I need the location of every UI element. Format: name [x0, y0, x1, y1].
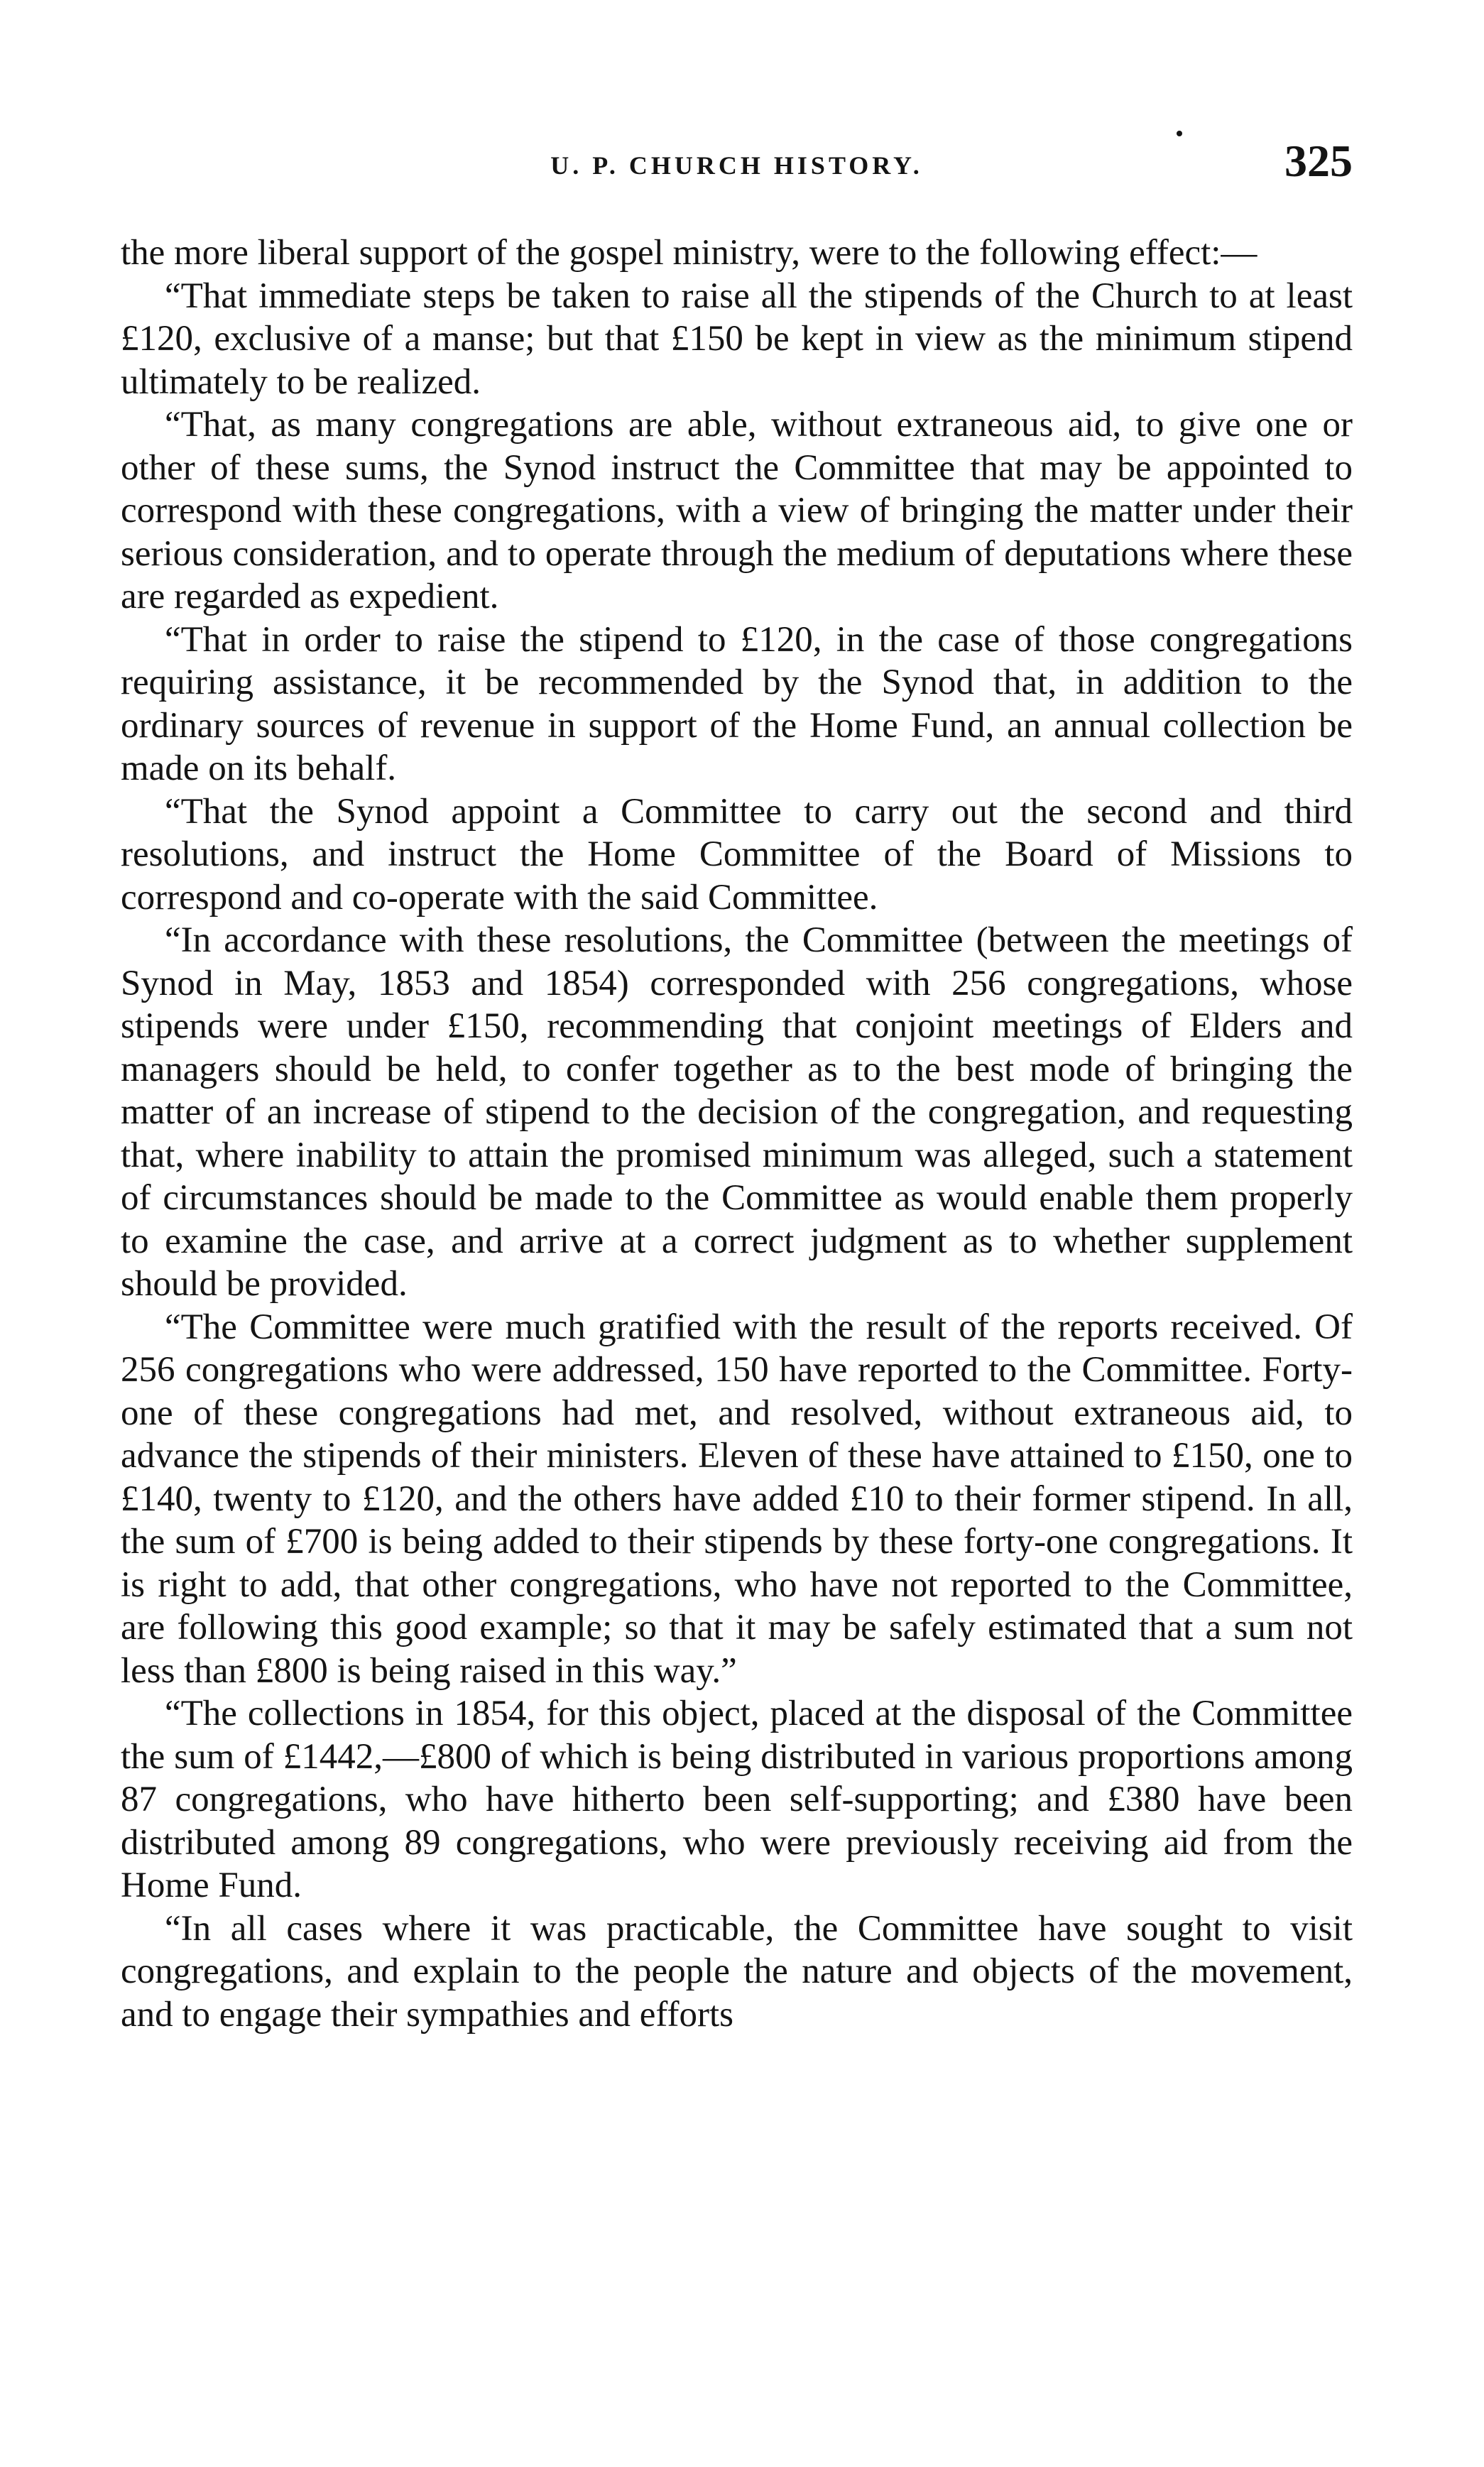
page-header: [121, 135, 1353, 206]
paragraph: “That, as many congregations are able, without extraneous aid, to give one or other of these sums, the Synod instruct the Committee that may be appointed to correspond with these congregations, with a view of bringing the matter under their serious consideration, and to operate through the medium of deputations where these are regarded as expedient.: [121, 405, 1353, 616]
running-head: U. P. CHURCH HISTORY.: [550, 151, 923, 180]
paragraph: “In accordance with these resolutions, the Committee (between the meetings of Synod in May, 1853 and 1854) corresponded with 256 congregations, whose stipends were under £150, recommending that conjoint meetings of Elders and managers should be held, to confer together as to the best mode of bringing the matter of an increase of stipend to the decision of the congregation, and requesting that, where inability to attain the promised minimum was alleged, such a statement of circumstances should be made to the Committee as would enable them properly to examine the case, and arrive at a correct judgment as to whether supplement should be provided.: [121, 920, 1353, 1304]
page-number: 325: [1284, 136, 1353, 186]
paragraph: “That immediate steps be taken to raise all the stipends of the Church to at least £120, exclusive of a manse; but that £150 be kept in view as the minimum stipend ultimately to be realized.: [121, 276, 1353, 402]
body-text: [121, 232, 1353, 2036]
paragraph: “The collections in 1854, for this object, placed at the disposal of the Committee the sum of £1442,—£800 of which is being distributed in various proportions among 87 congregations, who have hitherto been self-supporting; and £380 have been distributed among 89 congregations, who were previously receiving aid from the Home Fund.: [121, 1694, 1353, 1905]
paragraph: the more liberal support of the gospel ministry, were to the following effect:—: [121, 233, 1257, 273]
paragraph: “In all cases where it was practicable, the Committee have sought to visit congregations, and explain to the people the nature and objects of the movement, and to engage their sympathies and efforts: [121, 1908, 1353, 2035]
book-page: [121, 135, 1353, 2036]
paragraph: “That in order to raise the stipend to £120, in the case of those congregations requiring assistance, it be recommended by the Synod that, in addition to the ordinary sources of revenue in support of the Home Fund, an annual collection be made on its behalf.: [121, 619, 1353, 788]
paragraph: “The Committee were much gratified with the result of the reports received. Of 256 congregations who were addressed, 150 have reported to the Committee. Forty-one of these congregations had met, and resolved, without extraneous aid, to advance the stipends of their ministers. Eleven of these have attained to £150, one to £140, twenty to £120, and the others have added £10 to their former stipend. In all, the sum of £700 is being added to their stipends by these forty-one congregations. It is right to add, that other congregations, who have not reported to the Committee, are following this good example; so that it may be safely estimated that a sum not less than £800 is being raised in this way.”: [121, 1307, 1353, 1691]
print-speck: [1177, 131, 1182, 136]
paragraph: “That the Synod appoint a Committee to carry out the second and third resolutions, and instruct the Home Committee of the Board of Missions to correspond and co-operate with the said Committee.: [121, 791, 1353, 917]
